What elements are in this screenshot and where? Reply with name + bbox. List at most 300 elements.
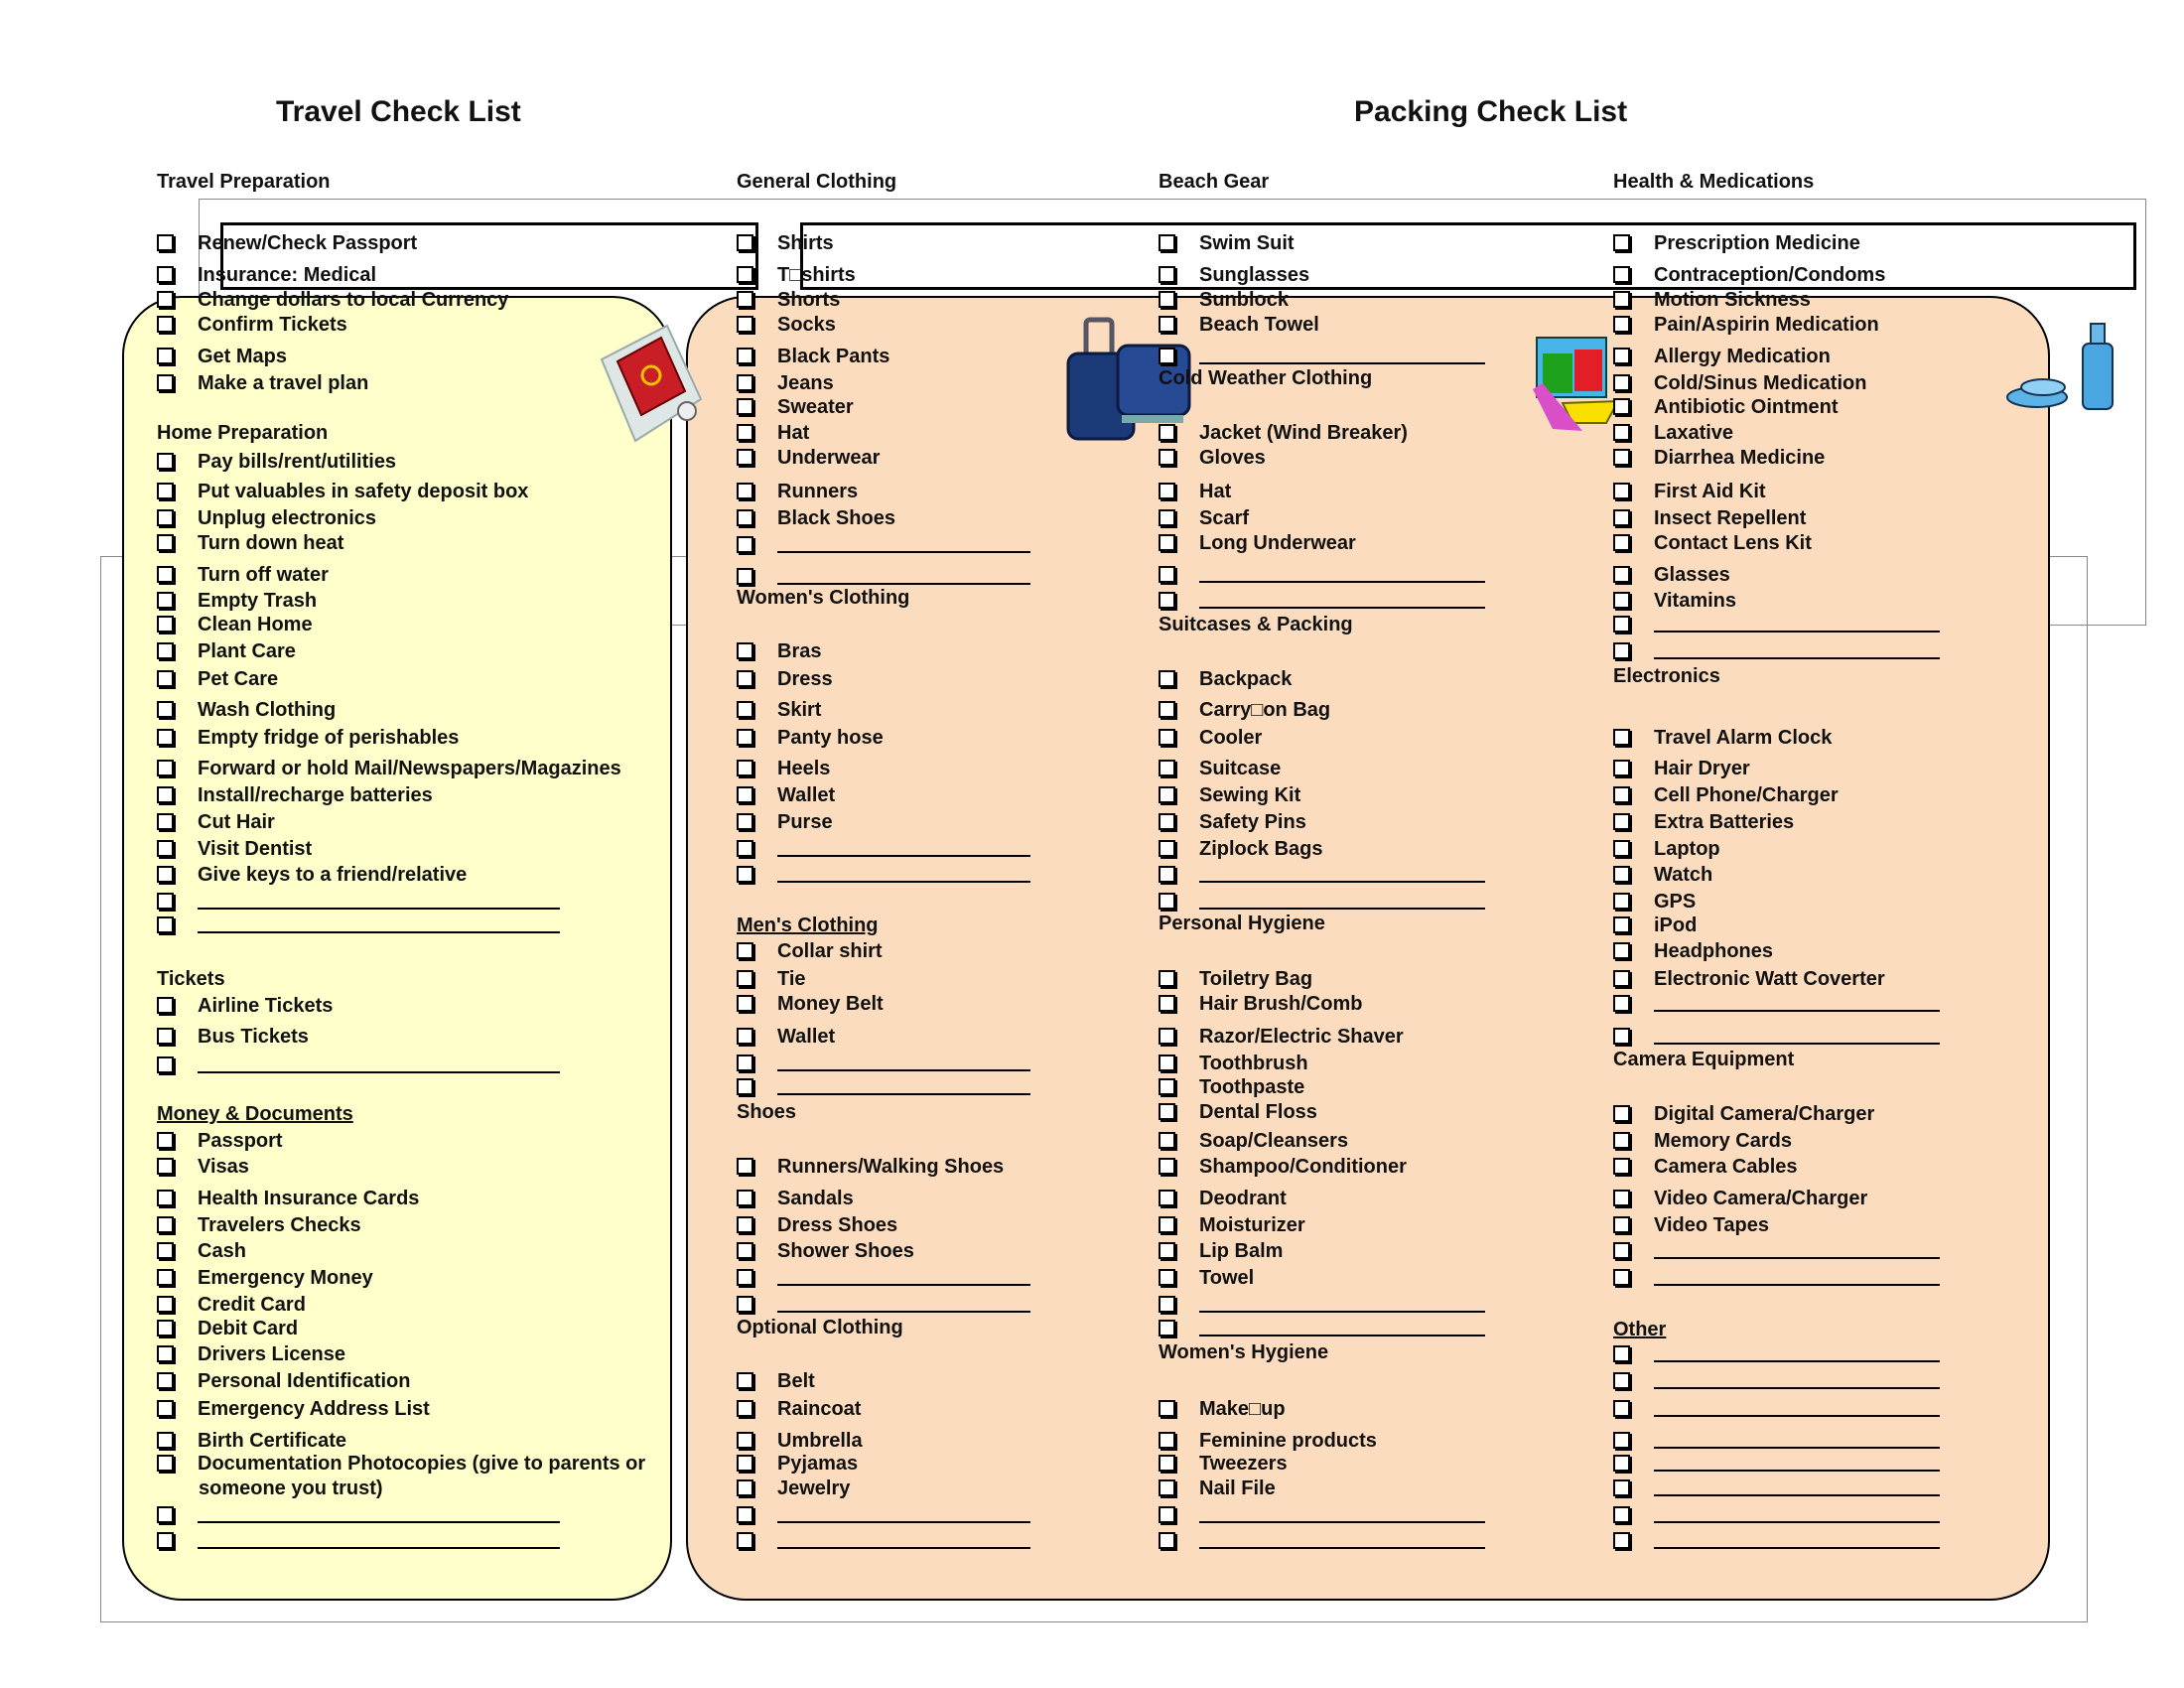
checklist-item-label: Backpack — [1199, 668, 1293, 690]
checklist-item — [737, 1214, 897, 1237]
checklist-item-label: Get Maps — [198, 346, 288, 367]
checkbox-icon[interactable] — [157, 1242, 174, 1259]
checklist-item — [1159, 1130, 1348, 1153]
checkbox-icon[interactable] — [1613, 866, 1630, 883]
checkbox-icon[interactable] — [737, 942, 753, 959]
write-in-line[interactable] — [1654, 615, 1940, 633]
checklist-item — [1159, 507, 1249, 530]
checkbox-icon[interactable] — [1613, 374, 1630, 391]
checkbox-icon[interactable] — [1159, 840, 1175, 857]
checkbox-icon[interactable] — [157, 1372, 174, 1389]
checklist-item — [737, 993, 884, 1016]
checklist-item-label: Lip Balm — [1199, 1240, 1284, 1262]
write-in-line[interactable] — [777, 1531, 1030, 1549]
checkbox-icon[interactable] — [157, 1506, 174, 1523]
checkbox-icon[interactable] — [1159, 1532, 1175, 1549]
write-in-line[interactable] — [1654, 1399, 1940, 1417]
checklist-item — [157, 1130, 283, 1153]
write-in-line[interactable] — [1199, 1505, 1485, 1523]
checklist-item-label: Emergency Address List — [198, 1398, 430, 1420]
blank-checklist-item — [1613, 1398, 1940, 1421]
checklist-item-label: Jeans — [777, 372, 834, 394]
checklist-item — [157, 1214, 361, 1237]
checklist-item — [1159, 1188, 1287, 1210]
checklist-item-label: Hat — [1199, 481, 1232, 502]
checklist-item — [1613, 314, 1879, 337]
blank-checklist-item — [1159, 864, 1485, 887]
write-in-line[interactable] — [1654, 1027, 1940, 1045]
checkbox-icon[interactable] — [157, 348, 174, 364]
write-in-line[interactable] — [1654, 1268, 1940, 1286]
checklist-item-label: Wallet — [777, 784, 836, 806]
write-in-line[interactable] — [1199, 1531, 1485, 1549]
checkbox-icon[interactable] — [157, 866, 174, 883]
checkbox-icon[interactable] — [1613, 995, 1630, 1012]
write-in-line[interactable] — [777, 1505, 1030, 1523]
checklist-item-label: Electronic Watt Coverter — [1654, 968, 1885, 990]
checklist-item-label: Toiletry Bag — [1199, 968, 1313, 990]
checkbox-icon[interactable] — [737, 234, 753, 251]
checklist-item — [737, 1453, 858, 1476]
checkbox-icon[interactable] — [1613, 1506, 1630, 1523]
checkbox-icon[interactable] — [1613, 398, 1630, 415]
checkbox-icon[interactable] — [157, 670, 174, 687]
checkbox-icon[interactable] — [1159, 1132, 1175, 1149]
checklist-item — [737, 811, 833, 834]
checkbox-icon[interactable] — [157, 840, 174, 857]
checkbox-icon[interactable] — [157, 1400, 174, 1417]
checkbox-icon[interactable] — [737, 1400, 753, 1417]
checkbox-icon[interactable] — [737, 1158, 753, 1175]
checkbox-icon[interactable] — [157, 916, 174, 933]
checklist-item-label: Turn off water — [198, 564, 329, 586]
checkbox-icon[interactable] — [1613, 1216, 1630, 1233]
packing-header-box — [800, 222, 2136, 290]
checkbox-icon[interactable] — [1613, 234, 1630, 251]
checkbox-icon[interactable] — [737, 424, 753, 441]
checklist-item-label: Memory Cards — [1654, 1130, 1792, 1152]
write-in-line[interactable] — [1654, 1431, 1940, 1449]
checklist-item — [157, 995, 333, 1018]
write-in-line[interactable] — [1654, 641, 1940, 659]
write-in-line[interactable] — [1199, 892, 1485, 910]
checklist-item-label: Airline Tickets — [198, 995, 334, 1017]
checkbox-icon[interactable] — [737, 729, 753, 746]
checkbox-icon[interactable] — [1159, 1269, 1175, 1286]
checklist-item — [737, 968, 806, 991]
checklist-item — [157, 640, 296, 663]
checkbox-icon[interactable] — [1159, 995, 1175, 1012]
checklist-item — [737, 264, 856, 287]
passport-icon — [596, 320, 705, 447]
checkbox-icon[interactable] — [157, 483, 174, 499]
checkbox-icon[interactable] — [1613, 424, 1630, 441]
checklist-item-label: Gloves — [1199, 447, 1266, 469]
checkbox-icon[interactable] — [157, 813, 174, 830]
checkbox-icon[interactable] — [1159, 348, 1175, 364]
checkbox-icon[interactable] — [1613, 1372, 1630, 1389]
checklist-item — [157, 784, 433, 807]
blank-checklist-item — [157, 1055, 560, 1077]
checklist-item-label: Cash — [198, 1240, 246, 1262]
checklist-item — [1613, 838, 1720, 861]
checklist-item-label: Turn down heat — [198, 532, 344, 554]
checklist-item-label: Sunglasses — [1199, 264, 1310, 286]
checkbox-icon[interactable] — [1613, 729, 1630, 746]
write-in-line[interactable] — [1654, 1505, 1940, 1523]
checkbox-icon[interactable] — [737, 1296, 753, 1313]
checkbox-icon[interactable] — [157, 997, 174, 1014]
checklist-item — [1613, 264, 1885, 287]
checkbox-icon[interactable] — [1613, 1242, 1630, 1259]
checkbox-icon[interactable] — [1159, 1242, 1175, 1259]
checkbox-icon[interactable] — [1159, 266, 1175, 283]
checkbox-icon[interactable] — [1613, 566, 1630, 583]
write-in-line[interactable] — [1654, 1531, 1940, 1549]
checkbox-icon[interactable] — [157, 1132, 174, 1149]
write-in-line[interactable] — [1654, 1371, 1940, 1389]
checkbox-icon[interactable] — [157, 374, 174, 391]
checklist-item-label: Towel — [1199, 1267, 1255, 1289]
checkbox-icon[interactable] — [157, 1320, 174, 1336]
write-in-line[interactable] — [1654, 1478, 1940, 1496]
write-in-line[interactable] — [1199, 865, 1485, 883]
checkbox-icon[interactable] — [737, 1055, 753, 1071]
checkbox-icon[interactable] — [737, 483, 753, 499]
checklist-item-label: Contraception/Condoms — [1654, 264, 1886, 286]
checkbox-icon[interactable] — [1613, 1132, 1630, 1149]
blank-checklist-item — [1613, 1343, 1940, 1366]
checkbox-icon[interactable] — [737, 348, 753, 364]
checkbox-icon[interactable] — [737, 1506, 753, 1523]
checkbox-icon[interactable] — [1613, 1190, 1630, 1206]
checklist-item-label: Video Tapes — [1654, 1214, 1769, 1236]
checkbox-icon[interactable] — [737, 970, 753, 987]
checkbox-icon[interactable] — [157, 616, 174, 633]
checkbox-icon[interactable] — [1159, 1055, 1175, 1071]
checkbox-icon[interactable] — [1613, 813, 1630, 830]
blank-checklist-item — [1613, 1267, 1940, 1290]
checkbox-icon[interactable] — [1613, 970, 1630, 987]
checkbox-icon[interactable] — [1159, 1216, 1175, 1233]
checkbox-icon[interactable] — [1159, 1296, 1175, 1313]
checklist-item — [1613, 396, 1839, 419]
checkbox-icon[interactable] — [157, 1432, 174, 1449]
checkbox-icon[interactable] — [737, 1432, 753, 1449]
checklist-item — [157, 1343, 345, 1366]
checkbox-icon[interactable] — [157, 1532, 174, 1549]
checklist-item-label: Shirts — [777, 232, 834, 254]
checklist-item-label: Jacket (Wind Breaker) — [1199, 422, 1408, 444]
checklist-item — [1613, 784, 1839, 807]
checkbox-icon[interactable] — [737, 1455, 753, 1472]
write-in-line[interactable] — [198, 1531, 560, 1549]
write-in-line[interactable] — [198, 915, 560, 933]
checkbox-icon[interactable] — [1159, 813, 1175, 830]
checklist-item — [1159, 727, 1262, 750]
checkbox-icon[interactable] — [1159, 1028, 1175, 1045]
checklist-item-label: Raincoat — [777, 1398, 862, 1420]
checkbox-icon[interactable] — [157, 893, 174, 910]
checkbox-icon[interactable] — [1159, 483, 1175, 499]
checkbox-icon[interactable] — [157, 729, 174, 746]
checkbox-icon[interactable] — [1613, 1432, 1630, 1449]
checkbox-icon[interactable] — [737, 291, 753, 308]
checkbox-icon[interactable] — [737, 786, 753, 803]
blank-checklist-item — [737, 1267, 1030, 1290]
checklist-item-label: Carry□on Bag — [1199, 699, 1331, 721]
checkbox-icon[interactable] — [157, 1056, 174, 1073]
checkbox-icon[interactable] — [737, 1242, 753, 1259]
checkbox-icon[interactable] — [1613, 1028, 1630, 1045]
checklist-item-label: Make a travel plan — [198, 372, 369, 394]
checkbox-icon[interactable] — [1613, 616, 1630, 633]
checkbox-icon[interactable] — [1613, 760, 1630, 776]
write-in-line[interactable] — [1654, 994, 1940, 1012]
checkbox-icon[interactable] — [737, 1372, 753, 1389]
checkbox-icon[interactable] — [1613, 1479, 1630, 1496]
checkbox-icon[interactable] — [1159, 1400, 1175, 1417]
checkbox-icon[interactable] — [737, 1078, 753, 1095]
checklist-item-label: Change dollars to local Currency — [198, 289, 509, 311]
checkbox-icon[interactable] — [157, 760, 174, 776]
write-in-line[interactable] — [777, 865, 1030, 883]
checkbox-icon[interactable] — [1159, 234, 1175, 251]
write-in-line[interactable] — [198, 1055, 560, 1073]
checkbox-icon[interactable] — [157, 701, 174, 718]
checkbox-icon[interactable] — [157, 453, 174, 470]
checkbox-icon[interactable] — [737, 449, 753, 466]
checkbox-icon[interactable] — [1159, 786, 1175, 803]
checkbox-icon[interactable] — [157, 1269, 174, 1286]
checkbox-icon[interactable] — [737, 995, 753, 1012]
checkbox-icon[interactable] — [737, 1190, 753, 1206]
checkbox-icon[interactable] — [737, 1479, 753, 1496]
checklist-item — [737, 289, 840, 312]
checklist-item-label: Visit Dentist — [198, 838, 313, 860]
checkbox-icon[interactable] — [1159, 424, 1175, 441]
checklist-item-label: Laptop — [1654, 838, 1720, 860]
checkbox-icon[interactable] — [1613, 1400, 1630, 1417]
checklist-item — [737, 1026, 835, 1049]
checkbox-icon[interactable] — [1159, 592, 1175, 609]
section-heading: Suitcases & Packing — [1159, 614, 1353, 635]
checklist-item — [157, 864, 467, 887]
write-in-line[interactable] — [1199, 591, 1485, 609]
checklist-item — [1613, 232, 1860, 255]
checkbox-icon[interactable] — [1613, 592, 1630, 609]
checkbox-icon[interactable] — [737, 374, 753, 391]
checkbox-icon[interactable] — [1159, 893, 1175, 910]
section-heading: Beach Gear — [1159, 171, 1270, 193]
checkbox-icon[interactable] — [1613, 266, 1630, 283]
write-in-line[interactable] — [1199, 347, 1485, 364]
checkbox-icon[interactable] — [157, 1158, 174, 1175]
checklist-item-label: Shower Shoes — [777, 1240, 914, 1262]
checkbox-icon[interactable] — [1159, 1455, 1175, 1472]
checkbox-icon[interactable] — [1613, 893, 1630, 910]
checklist-item-label: Drivers License — [198, 1343, 345, 1365]
checkbox-icon[interactable] — [1159, 1158, 1175, 1175]
checklist-item-label: T□shirts — [777, 264, 856, 286]
checkbox-icon[interactable] — [1613, 483, 1630, 499]
checklist-item — [737, 758, 830, 780]
checkbox-icon[interactable] — [1613, 1532, 1630, 1549]
checkbox-icon[interactable] — [157, 1455, 174, 1472]
write-in-line[interactable] — [1654, 1454, 1940, 1472]
checkbox-icon[interactable] — [1613, 291, 1630, 308]
checkbox-icon[interactable] — [737, 568, 753, 585]
blank-checklist-item — [737, 534, 1030, 557]
checkbox-icon[interactable] — [737, 1269, 753, 1286]
checkbox-icon[interactable] — [737, 670, 753, 687]
checklist-item — [157, 346, 287, 368]
checkbox-icon[interactable] — [1159, 1078, 1175, 1095]
section-heading: General Clothing — [737, 171, 897, 193]
checkbox-icon[interactable] — [157, 1345, 174, 1362]
checklist-item-label: Tie — [777, 968, 806, 990]
blank-checklist-item — [1613, 1530, 1940, 1553]
checkbox-icon[interactable] — [1159, 509, 1175, 526]
checkbox-icon[interactable] — [737, 701, 753, 718]
checkbox-icon[interactable] — [1613, 916, 1630, 933]
checkbox-icon[interactable] — [157, 234, 174, 251]
checklist-item — [1613, 1156, 1798, 1179]
checkbox-icon[interactable] — [1159, 670, 1175, 687]
checklist-item-label: Install/recharge batteries — [198, 784, 433, 806]
checkbox-icon[interactable] — [737, 642, 753, 659]
checkbox-icon[interactable] — [1613, 534, 1630, 551]
write-in-line[interactable] — [777, 1077, 1030, 1095]
checkbox-icon[interactable] — [1159, 1190, 1175, 1206]
checkbox-icon[interactable] — [1613, 1105, 1630, 1122]
checkbox-icon[interactable] — [157, 509, 174, 526]
checkbox-icon[interactable] — [1613, 316, 1630, 333]
checkbox-icon[interactable] — [1159, 1103, 1175, 1120]
write-in-line[interactable] — [777, 535, 1030, 553]
checkbox-icon[interactable] — [1159, 970, 1175, 987]
section-heading: Electronics — [1613, 665, 1720, 687]
write-in-line[interactable] — [777, 839, 1030, 857]
checkbox-icon[interactable] — [157, 316, 174, 333]
checkbox-icon[interactable] — [737, 760, 753, 776]
checklist-item — [1159, 1053, 1308, 1075]
checkbox-icon[interactable] — [157, 534, 174, 551]
checkbox-icon[interactable] — [1613, 449, 1630, 466]
checkbox-icon[interactable] — [157, 1028, 174, 1045]
checkbox-icon[interactable] — [737, 266, 753, 283]
checkbox-icon[interactable] — [157, 592, 174, 609]
checklist-item — [1159, 968, 1312, 991]
checkbox-icon[interactable] — [737, 1028, 753, 1045]
checkbox-icon[interactable] — [1613, 1455, 1630, 1472]
checkbox-icon[interactable] — [157, 566, 174, 583]
checkbox-icon[interactable] — [1613, 1345, 1630, 1362]
checkbox-icon[interactable] — [1159, 701, 1175, 718]
checkbox-icon[interactable] — [1613, 642, 1630, 659]
write-in-line[interactable] — [198, 1505, 560, 1523]
checkbox-icon[interactable] — [1613, 509, 1630, 526]
checklist-item — [157, 1453, 645, 1476]
checkbox-icon[interactable] — [1613, 1158, 1630, 1175]
write-in-line[interactable] — [1199, 1295, 1485, 1313]
blank-checklist-item — [157, 1504, 560, 1527]
checkbox-icon[interactable] — [157, 1296, 174, 1313]
checkbox-icon[interactable] — [1159, 1479, 1175, 1496]
checkbox-icon[interactable] — [1159, 1506, 1175, 1523]
checklist-item — [157, 811, 275, 834]
checklist-item — [737, 396, 854, 419]
checkbox-icon[interactable] — [157, 642, 174, 659]
checkbox-icon[interactable] — [737, 1216, 753, 1233]
checklist-item-label: Health Insurance Cards — [198, 1188, 420, 1209]
checkbox-icon[interactable] — [1159, 449, 1175, 466]
checkbox-icon[interactable] — [157, 786, 174, 803]
checklist-item — [737, 1398, 861, 1421]
checklist-item-label: Unplug electronics — [198, 507, 377, 529]
write-in-line[interactable] — [1199, 1319, 1485, 1336]
write-in-line[interactable] — [777, 1268, 1030, 1286]
checkbox-icon[interactable] — [1159, 291, 1175, 308]
checklist-item — [157, 727, 459, 750]
checkbox-icon[interactable] — [737, 840, 753, 857]
checklist-item — [737, 447, 880, 470]
checkbox-icon[interactable] — [1613, 942, 1630, 959]
write-in-line[interactable] — [1654, 1241, 1940, 1259]
checkbox-icon[interactable] — [157, 266, 174, 283]
checklist-item-label: Empty fridge of perishables — [198, 727, 460, 749]
checkbox-icon[interactable] — [1159, 534, 1175, 551]
checklist-item — [157, 372, 368, 395]
checkbox-icon[interactable] — [1613, 840, 1630, 857]
checkbox-icon[interactable] — [157, 1190, 174, 1206]
write-in-line[interactable] — [777, 1295, 1030, 1313]
write-in-line[interactable] — [777, 1054, 1030, 1071]
checklist-item-label: Insect Repellent — [1654, 507, 1807, 529]
checkbox-icon[interactable] — [737, 813, 753, 830]
checklist-item — [737, 699, 821, 722]
checkbox-icon[interactable] — [737, 509, 753, 526]
checklist-item-label: Shampoo/Conditioner — [1199, 1156, 1407, 1178]
checklist-item-label: Skirt — [777, 699, 822, 721]
checkbox-icon[interactable] — [1613, 348, 1630, 364]
checklist-item-label: iPod — [1654, 914, 1698, 936]
checkbox-icon[interactable] — [1159, 566, 1175, 583]
checkbox-icon[interactable] — [737, 398, 753, 415]
checkbox-icon[interactable] — [1159, 729, 1175, 746]
write-in-line[interactable] — [198, 892, 560, 910]
checkbox-icon[interactable] — [1159, 760, 1175, 776]
checkbox-icon[interactable] — [1159, 1320, 1175, 1336]
checklist-item — [157, 481, 528, 503]
checkbox-icon[interactable] — [737, 316, 753, 333]
checkbox-icon[interactable] — [737, 1532, 753, 1549]
checkbox-icon[interactable] — [1159, 316, 1175, 333]
checkbox-icon[interactable] — [737, 536, 753, 553]
checkbox-icon[interactable] — [737, 866, 753, 883]
write-in-line[interactable] — [1654, 1344, 1940, 1362]
write-in-line[interactable] — [777, 567, 1030, 585]
checkbox-icon[interactable] — [1613, 786, 1630, 803]
write-in-line[interactable] — [1199, 565, 1485, 583]
checklist-item — [737, 346, 889, 368]
checkbox-icon[interactable] — [1613, 1269, 1630, 1286]
checklist-item — [1613, 914, 1697, 937]
checkbox-icon[interactable] — [157, 1216, 174, 1233]
checkbox-icon[interactable] — [157, 291, 174, 308]
checkbox-icon[interactable] — [1159, 1432, 1175, 1449]
checkbox-icon[interactable] — [1159, 866, 1175, 883]
